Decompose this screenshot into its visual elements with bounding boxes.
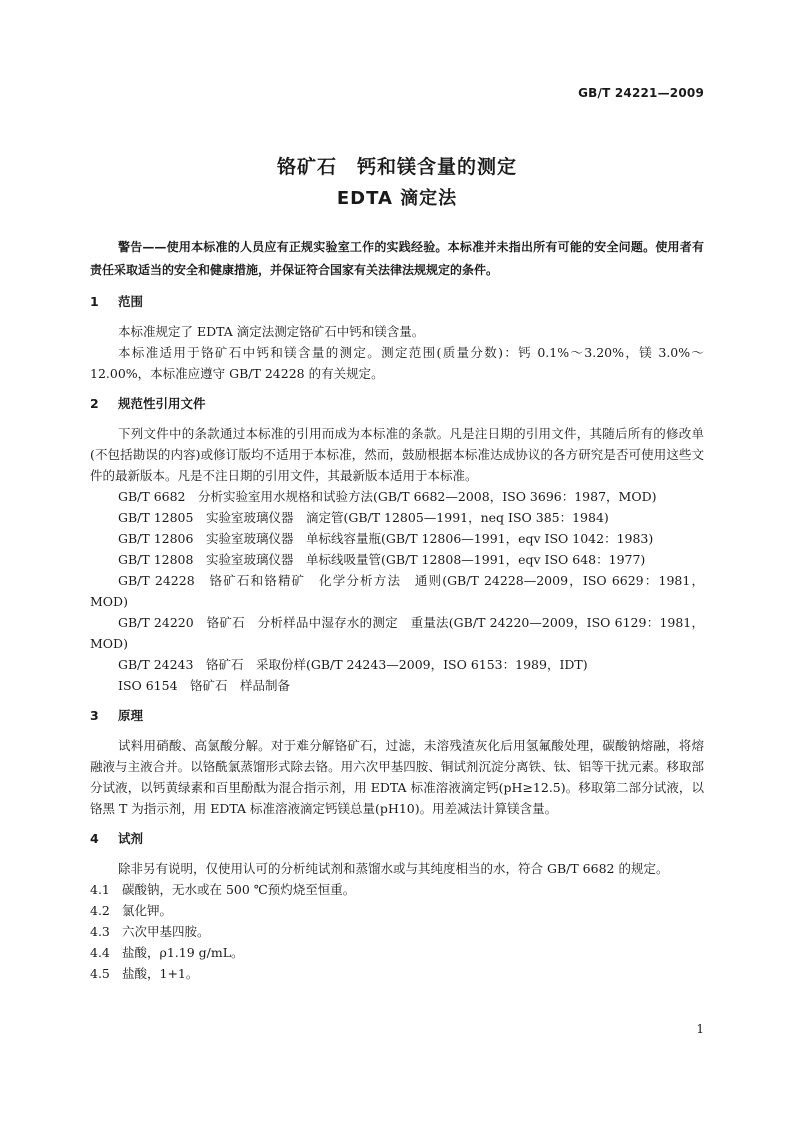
scope-paragraph-2: 本标准适用于铬矿石中钙和镁含量的测定。测定范围(质量分数)：钙 0.1%～3.20%，镁 3.0%～12.00%，本标准应遵守 GB/T 24228 的有关规定。	[90, 345, 704, 381]
document-subtitle: EDTA 滴定法	[336, 188, 458, 209]
section-title: 规范性引用文件	[118, 396, 206, 411]
section-title: 范围	[118, 294, 144, 309]
principle-paragraph: 试料用硝酸、高氯酸分解。对于难分解铬矿石，过滤，未溶残渣灰化后用氢氟酸处理，碳酸钠熔融，将熔融液与主液合并。以铬酰氯蒸馏形式除去铬。用六次甲基四胺、铜试剂沉淀分离铁、钛、铝等干扰元素。移取部分试液，以钙黄绿素和百里酚酞为混合指示剂，用 EDTA 标准溶液滴定钙(pH≥12.5)。移取第二部分试液，以铬黑 T 为指示剂，用 EDTA 标准溶液滴定钙镁总量(pH10)。用差减法计算镁含量。	[90, 738, 704, 816]
reagent-number: 4.5	[90, 966, 110, 981]
reagent-number: 4.2	[90, 903, 110, 918]
document-title: 铬矿石 钙和镁含量的测定	[276, 156, 517, 178]
reagent-item	[90, 900, 704, 921]
reference-item: GB/T 24243 铬矿石 采取份样(GB/T 24243—2009，ISO 6153：1989，IDT)	[118, 657, 588, 672]
page-number: 1	[696, 1022, 704, 1036]
reagent-item	[90, 963, 704, 984]
reagent-number: 4.4	[90, 945, 110, 960]
reference-item: GB/T 6682 分析实验室用水规格和试验方法(GB/T 6682—2008，ISO 3696：1987，MOD)	[118, 489, 657, 504]
reagent-text: 盐酸，ρ1.19 g/mL。	[122, 945, 244, 960]
section-heading-principle	[90, 705, 704, 726]
reagent-item	[90, 942, 704, 963]
section-number: 1	[90, 294, 99, 309]
reference-item: GB/T 12805 实验室玻璃仪器 滴定管(GB/T 12805—1991，neq ISO 385：1984)	[118, 510, 609, 525]
section-number: 4	[90, 831, 99, 846]
section-number: 2	[90, 396, 99, 411]
reagents-intro: 除非另有说明，仅使用认可的分析纯试剂和蒸馏水或与其纯度相当的水，符合 GB/T 6682 的规定。	[118, 861, 669, 876]
section-title: 试剂	[118, 831, 144, 846]
reagent-text: 盐酸，1+1。	[122, 966, 199, 981]
document-body	[90, 236, 704, 984]
reagent-number: 4.1	[90, 882, 110, 897]
section-heading-normative-references	[90, 393, 704, 414]
scope-paragraph-1: 本标准规定了 EDTA 滴定法测定铬矿石中钙和镁含量。	[118, 324, 425, 339]
section-heading-reagents	[90, 828, 704, 849]
section-number: 3	[90, 708, 99, 723]
warning-paragraph: 警告——使用本标准的人员应有正规实验室工作的实践经验。本标准并未指出所有可能的安全问题。使用者有责任采取适当的安全和健康措施，并保证符合国家有关法律法规规定的条件。	[90, 240, 704, 277]
reference-item: GB/T 12806 实验室玻璃仪器 单标线容量瓶(GB/T 12806—1991，eqv ISO 1042：1983)	[118, 531, 654, 546]
section-heading-scope	[90, 291, 704, 312]
standard-number: GB/T 24221—2009	[578, 86, 704, 100]
reference-item: GB/T 24228 铬矿石和铬精矿 化学分析方法 通则(GB/T 24228—2009，ISO 6629：1981，MOD)	[90, 573, 704, 609]
reference-item: GB/T 24220 铬矿石 分析样品中湿存水的测定 重量法(GB/T 24220—2009，ISO 6129：1981，MOD)	[90, 615, 704, 651]
section-title: 原理	[118, 708, 144, 723]
reagent-text: 碳酸钠，无水或在 500 ℃预灼烧至恒重。	[122, 882, 356, 897]
reagent-item	[90, 879, 704, 900]
references-intro: 下列文件中的条款通过本标准的引用而成为本标准的条款。凡是注日期的引用文件，其随后所有的修改单(不包括勘误的内容)或修订版均不适用于本标准，然而，鼓励根据本标准达成协议的各方研究是否可使用这些文件的最新版本。凡是不注日期的引用文件，其最新版本适用于本标准。	[90, 426, 704, 483]
reference-item: GB/T 12808 实验室玻璃仪器 单标线吸量管(GB/T 12808—1991，eqv ISO 648：1977)	[118, 552, 646, 567]
reagent-text: 氯化钾。	[122, 903, 173, 918]
reagent-text: 六次甲基四胺。	[122, 924, 210, 939]
reagent-number: 4.3	[90, 924, 110, 939]
reference-item: ISO 6154 铬矿石 样品制备	[118, 678, 291, 693]
reagent-item	[90, 921, 704, 942]
